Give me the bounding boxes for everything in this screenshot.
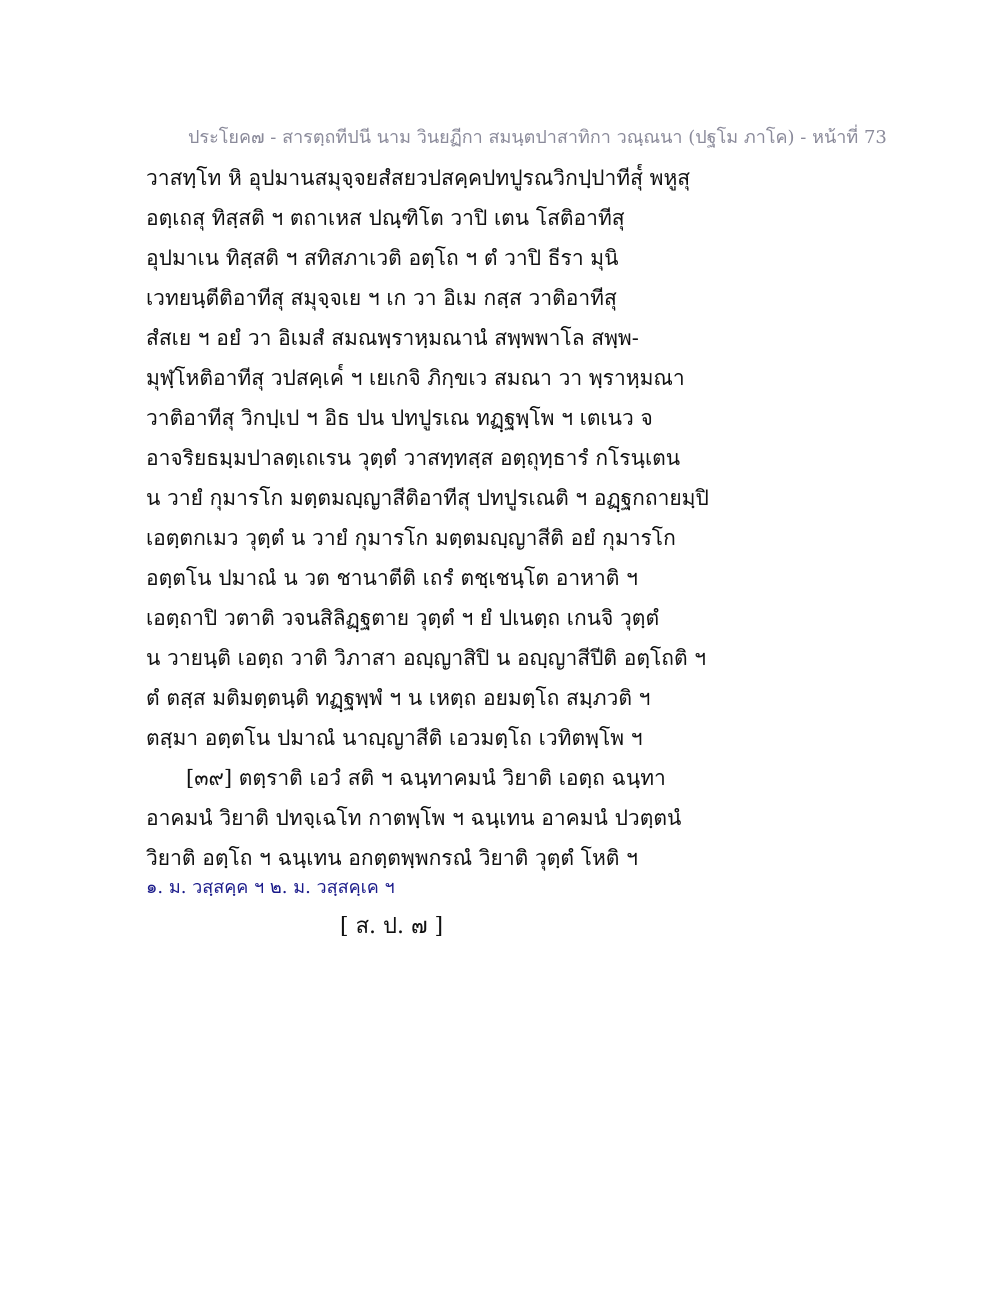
text-line: เอตฺตกเมว วุตฺตํ น วายํ กุมารโก มตฺตมญฺญาสีติ อยํ กุมารโก bbox=[146, 526, 676, 550]
text-line: อาคมนํ วิยาติ ปทจฺเฉโท กาตพฺโพ ฯ ฉนฺเทน อาคมนํ ปวตฺตนํ bbox=[146, 806, 682, 830]
text-line: น วายํ กุมารโก มตฺตมญฺญาสีติอาทีสุ ปทปูรเณติ ฯ อฏฺฐกถายมฺปิ bbox=[146, 486, 709, 510]
paragraph-start-line: [๓๙] ตตฺราติ เอวํ สติ ฯ ฉนฺทาคมนํ วิยาติ เอตฺถ ฉนฺทา bbox=[186, 766, 666, 790]
text-line: อตฺตโน ปมาณํ น วต ชานาตีติ เถรํ ตชฺเชนฺโต อาหาติ ฯ bbox=[146, 566, 638, 590]
text-line: วาติอาทีสุ วิกปฺเป ฯ อิธ ปน ปทปูรเณ ทฏฺฐพฺโพ ฯ เตเนว จ bbox=[146, 406, 653, 430]
footnote: ๑. ม. วสฺสคฺค ฯ ๒. ม. วสฺสคฺเค ฯ bbox=[146, 877, 395, 898]
text-line: ตสฺมา อตฺตโน ปมาณํ นาญฺญาสีติ เอวมตฺโถ เวทิตพฺโพ ฯ bbox=[146, 726, 643, 750]
text-line: อาจริยธมฺมปาลตฺเถเรน วุตฺตํ วาสทฺทสฺส อตฺถุทฺธารํ กโรนฺเตน bbox=[146, 446, 681, 470]
page-header: ประโยค๗ - สารตฺถทีปนี นาม วินยฏีกา สมนฺตปาสาทิกา วณฺณนา (ปฐโม ภาโค) - หน้าที่ 73 bbox=[188, 127, 887, 148]
body-text bbox=[146, 158, 709, 878]
text-line: เวทยนฺตีติอาทีสุ สมุจฺจเย ฯ เก วา อิเม กสฺส วาติอาทีสุ bbox=[146, 286, 617, 310]
text-line: วาสทฺโท หิ อุปมานสมุจฺจยสํสยวปสคฺคปทปูรณวิกปฺปาทีสุ๎ พหูสุ bbox=[146, 166, 691, 190]
text-line: สํสเย ฯ อยํ วา อิเมสํ สมณพฺราหฺมณานํ สพฺพพาโล สพฺพ- bbox=[146, 326, 639, 350]
text-line: อตฺเถสุ ทิสฺสติ ฯ ตถาเหส ปณฺฑิโต วาปิ เตน โสติอาทีสุ bbox=[146, 206, 625, 230]
page-reference: [ ส. ป. ๗ ] bbox=[340, 914, 444, 939]
text-line: มุฬฺโหติอาทีสุ วปสคฺเค๎ ฯ เยเกจิ ภิกฺขเว สมณา วา พฺราหฺมณา bbox=[146, 366, 685, 390]
text-line: น วายนฺติ เอตฺถ วาติ วิภาสา อญฺญาสิปิ น อญฺญาสีปีติ อตฺโถติ ฯ bbox=[146, 646, 707, 670]
text-line: วิยาติ อตฺโถ ฯ ฉนฺเทน อกตฺตพฺพกรณํ วิยาติ วุตฺตํ โหติ ฯ bbox=[146, 846, 638, 870]
text-line: อุปมาเน ทิสฺสติ ฯ สทิสภาเวติ อตฺโถ ฯ ตํ วาปิ ธีรา มุนิ bbox=[146, 246, 619, 270]
text-line: ตํ ตสฺส มติมตฺตนฺติ ทฏฺฐพฺพํ ฯ น เหตฺถ อยมตฺโถ สมฺภวติ ฯ bbox=[146, 686, 651, 710]
text-line: เอตฺถาปิ วตาติ วจนสิลิฏฺฐตาย วุตฺตํ ฯ ยํ ปเนตฺถ เกนจิ วุตฺตํ bbox=[146, 606, 660, 630]
